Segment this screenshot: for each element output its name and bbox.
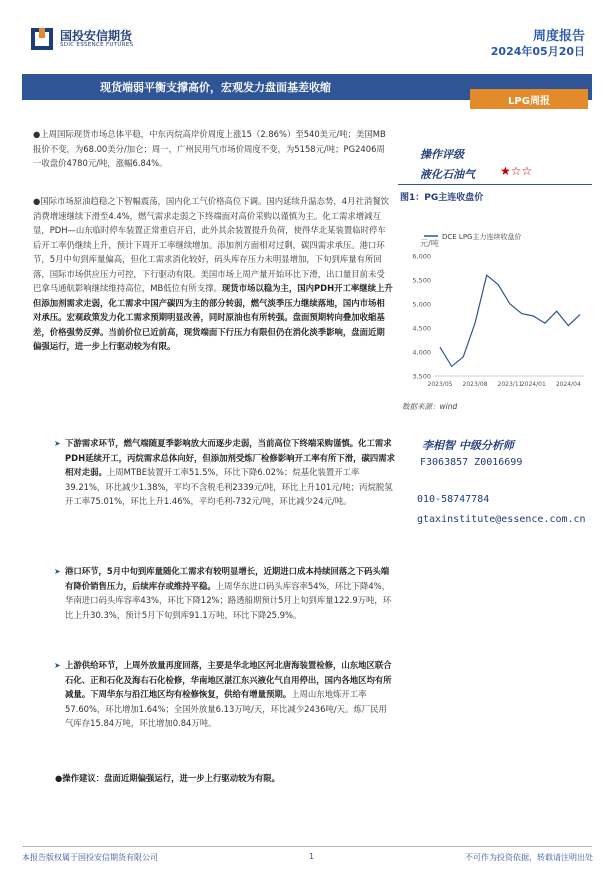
- analysis-conclusion: 现货市场以稳为主，国内PDH开工率继续上升但添加剂需求走弱，化工需求中国产碳四为主的部分转弱，燃气淡季压力继续落地，国内市场相对承压。宏观政策发力化工需求预期明显改善，同时原油也有所转强。盘面预期转向叠加收缩基差，价格强势反弹。当前价位已近前高，现货端面下行压力有限但仍在消化淡季影响，盘面近期偏强运行，进一步上行驱动较为有限。: [33, 283, 393, 351]
- port-summary: 港口环节，5月中旬到库量随化工需求有较明显增长，近期进口成本持续回落之下码头端有降价销售压力，后续库存或维持平稳。: [65, 566, 390, 591]
- footer-divider: [22, 846, 592, 847]
- y-tick-label: 4,000: [412, 348, 431, 357]
- report-date: 2024年05月20日: [490, 45, 585, 58]
- y-tick-label: 5,500: [412, 276, 431, 285]
- operation-advice-text: ●操作建议：盘面近期偏强运行，进一步上行驱动较为有限。: [55, 773, 281, 783]
- figure-title: 图1：PG主连收盘价: [400, 193, 484, 203]
- upstream-detail: 上周山东地炼开工率57.60%，环比增加1.64%；全国外放量6.13万吨/天，环比减少2436吨/天。炼厂民用气库存15.84万吨，环比增加0.84万吨。: [65, 689, 387, 728]
- paragraph-analysis: [33, 194, 393, 354]
- port-detail: 上周华东进口码头库容率54%，环比下降4%，华南进口码头库容率43%，环比下降12%；路透船期预计5月上旬到库量122.9万吨，环比上升30.3%，预计5月下旬到库91.1万吨，环比下降25.9%。: [65, 580, 392, 620]
- report-title: 现货端弱平衡支撑高价，宏观发力盘面基差收缩: [100, 81, 331, 94]
- chart-ylabel: 元/吨: [420, 239, 439, 248]
- x-tick-label: 2023/11: [497, 381, 523, 388]
- x-tick-label: 2023/05: [427, 381, 453, 388]
- bullet-arrow-icon: ➤: [54, 567, 61, 576]
- y-tick-label: 5,000: [412, 300, 431, 309]
- paragraph-market-summary: ●上周国际现货市场总体平稳，中东丙烷高岸价周度上涨15（2.86%）至540美元/吨；美国MB报价不变，为68.00美分/加仑；周一，广州民用气市场价周度不变，为5158元/吨；PG2406周一收盘价4780元/吨，涨幅6.84%。: [33, 129, 386, 168]
- page-number: 1: [309, 852, 315, 861]
- analyst-name: 李相智 中级分析师: [422, 439, 514, 452]
- y-tick-label: 4,500: [412, 324, 431, 333]
- data-source: 数据来源：wind: [402, 402, 458, 411]
- footer-disclaimer: 不可作为投资依据，转载请注明出处: [465, 853, 593, 862]
- analysis-text: ●国际市场原油趋稳之下智幅震荡，国内化工气价格高位下调。国内延续升温态势，4月社消餐饮消费增速继续下滑至4.4%，燃气需求走弱之下终端面对高价采购以谨慎为主。化工需求增减互显，PDH—山东临时停车装置正常重启开启，此外其余装置提升负荷，使得华北某装置临时停车后开工率仍继续上升，预计下周开工率继续增加。添加剂方面相对过剩，碳四需求承压。港口环节，5月中旬到库量偏高，但化工需求消化较好，码头库存压力未明显增加，下旬到库量有所回落，国际市场供应压力可控，下行驱动有限。美国市场上周产量开始环比下滑，出口量目前未受巴拿马通航影响继续维持高位，MB低位有所支撑。: [33, 196, 390, 293]
- footer-copyright: 本报告版权属于国投安信期货有限公司: [22, 853, 158, 862]
- y-tick-label: 6,000: [412, 252, 431, 261]
- analyst-certificate: F3063857 Z0016699: [420, 457, 523, 468]
- rating-item: 液化石油气: [420, 168, 475, 181]
- bullet-upstream-supply: [65, 658, 395, 731]
- downstream-detail: 上周MTBE装置开工率51.5%，环比下降6.02%；烷基化装置开工率39.21%，环比减少1.38%，平均不含税毛利2339元/吨，环比上升101元/吨；丙烷脱氢开工率75.01%，环比上升1.46%，平均毛利-732元/吨，环比减少24元/吨。: [65, 467, 393, 506]
- operation-advice: [55, 771, 415, 786]
- y-tick-label: 3,500: [412, 372, 431, 381]
- x-tick-label: 2024/04: [555, 381, 581, 388]
- bullet-downstream-demand: [65, 436, 395, 509]
- bullet-arrow-icon: ➤: [54, 661, 61, 670]
- upstream-summary: 上游供给环节，上周外放量再度回落，主要是华北地区河北唐海装置检修，山东地区联合石化、正和石化及海右石化检修，华南地区湛江东兴液化气自用停出，国内各地区均有所减量。下周华东与沿江地区均有检修恢复，供给有增量预期。: [65, 660, 392, 699]
- company-name: 国投安信期货: [60, 29, 133, 43]
- bullet-port: [65, 564, 395, 622]
- series-line: [440, 275, 580, 366]
- company-name-en: SDIC ESSENCE FUTURES: [60, 42, 134, 48]
- analyst-email[interactable]: gtaxinstitute@essence.com.cn: [417, 514, 586, 525]
- price-line-chart: [398, 226, 594, 398]
- rating-stars: ★☆☆: [500, 164, 533, 178]
- chart-legend: DCE LPG主力连续收盘价: [442, 233, 522, 241]
- figure-divider: [398, 184, 592, 185]
- x-tick-label: 2024/01: [520, 381, 546, 388]
- x-tick-label: 2023/08: [462, 381, 488, 388]
- analyst-phone[interactable]: 010-58747784: [417, 494, 490, 505]
- rating-title: 操作评级: [420, 148, 464, 161]
- company-logo-icon: [31, 28, 53, 50]
- bullet-arrow-icon: ➤: [54, 439, 61, 448]
- report-type: 周度报告: [532, 29, 585, 44]
- downstream-summary: 下游需求环节，燃气端随夏季影响放大而逐步走弱，当前高位下终端采购谨慎。化工需求PDH延续开工，丙烷需求总体向好，但添加剂受炼厂检修影响开工率有所下滑，碳四需求相对走弱。: [65, 438, 395, 477]
- section-tab-label: LPG周报: [508, 96, 550, 107]
